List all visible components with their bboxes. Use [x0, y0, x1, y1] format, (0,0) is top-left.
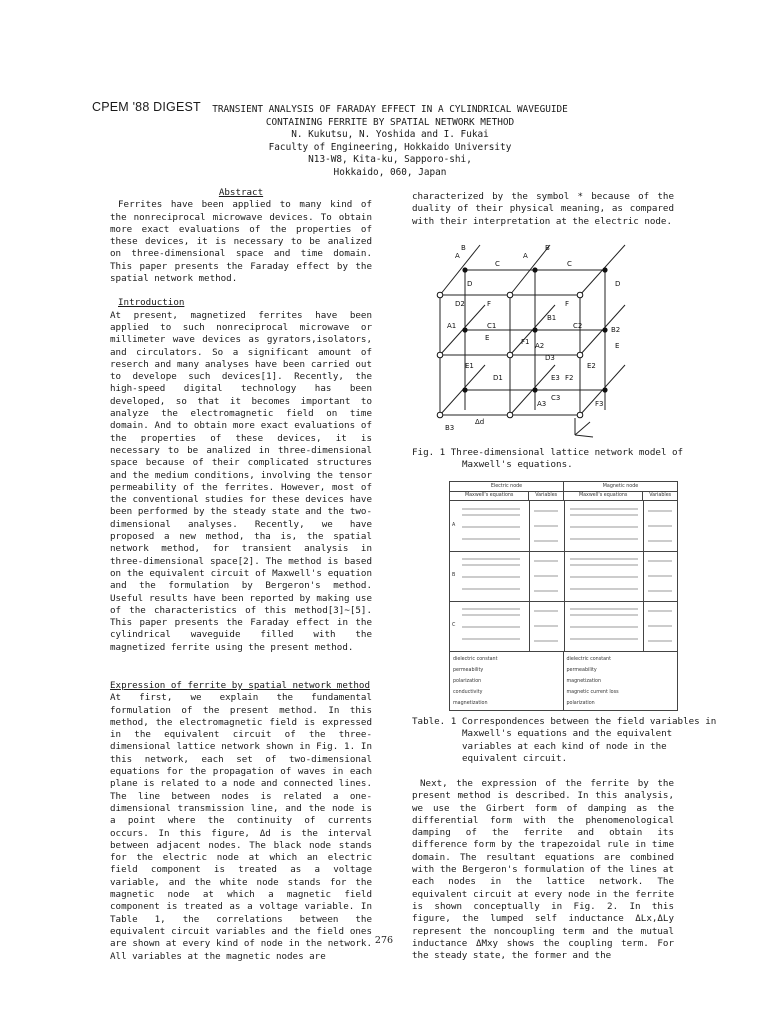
fig1-label-B1: B1	[547, 314, 557, 322]
table1-col-maxwell-e: Maxwell's equations	[450, 492, 529, 500]
introduction-text: At present, magnetized ferrites have been applied to such nonreciprocal microwave or millimeter wave devices as gyrators,isolators, and circulators. So a significant amount of reserch and many analyses have been carried out to develope such devices[1]. Recently, the high-speed digital technology has been developed, so that it becomes important to analyze the electromagnetic field on time domain. And to obtain more exact evaluations of the properties of these devices, it is necessary to be analized in three-dimensional space because of their complicated structures and the medium conditions, involving the tensor permeability of the ferrites. However, most of the conventional studies for these devices have been performed by the steady state and the two-dimensional analyses. Recently, we have proposed a new method, tha is, the spatial network method, for transient analysis in three-dimensional space[2]. The method is based on the equivalent circuit of Maxwell's equation and the formulation by Bergeron's method. Useful results have been reported by making use of the characteristics of this method[3]~[5]. This paper presents the Faraday effect in the cylindrical waveguide filled with the magnetized ferrite using the present method.	[110, 309, 372, 653]
fig1-label-F: F	[487, 300, 492, 308]
fig1-label-E2: E2	[587, 362, 596, 370]
fig1-caption-text: Three-dimensional lattice network model of Maxwell's equations.	[450, 447, 684, 471]
affiliation-2: N13-W8, Kita-ku, Sapporo-shi,	[308, 154, 472, 166]
table1-electric-node-header: Electric node	[450, 482, 564, 491]
affiliation-1: Faculty of Engineering, Hokkaido University	[268, 141, 512, 153]
table1-magnetic-node-header: Magnetic node	[602, 484, 639, 489]
table1-caption-text: Correspondences between the field variables in Maxwell's equations and the equivalent variables at each kind of node in the equivalent circuit.	[461, 716, 717, 764]
table1-col-variables-e: Variables	[529, 492, 564, 500]
fig1-label-B3: B3	[445, 424, 455, 432]
footer-right-1: dielectric constant	[566, 657, 611, 662]
footer-left-2: permeability	[453, 668, 484, 673]
title-line-2: CONTAINING FERRITE BY SPATIAL NETWORK METHOD	[265, 116, 515, 128]
fig1-label-D3: D3	[545, 354, 555, 362]
fig1-label-C-2: C	[567, 260, 572, 268]
fig1-label-F-2: F	[565, 300, 570, 308]
table1-row-B: B	[452, 573, 456, 578]
fig1-label-A2: A2	[535, 342, 545, 350]
fig1-label-E: E	[485, 334, 490, 342]
table1-equations-glyphs	[450, 501, 677, 651]
table1-col-variables-m: Variables	[649, 493, 672, 498]
footer-left-3: polarization	[453, 679, 482, 684]
fig1-label-C: C	[495, 260, 500, 268]
fig1-label-E3: E3	[551, 374, 560, 382]
abstract-heading: Abstract	[218, 187, 264, 198]
fig1-delta-label: Δd	[475, 418, 485, 426]
fig1-label-F3: F3	[595, 400, 604, 408]
fig1-label-A-2: A	[523, 252, 528, 260]
introduction-heading: Introduction	[118, 297, 185, 309]
fig1-label-B-2: B	[545, 244, 550, 252]
table1-body	[450, 501, 677, 652]
footer-right-5: polarization	[566, 701, 595, 706]
footer-right-3: magnetization	[566, 679, 602, 684]
page-number: 276	[374, 935, 394, 946]
paper-header	[200, 104, 580, 180]
fig1-label-C2: C2	[573, 322, 583, 330]
table1-footer-right	[564, 652, 678, 710]
title-line-1: TRANSIENT ANALYSIS OF FARADAY EFFECT IN A CYLINDRICAL WAVEGUIDE	[212, 104, 568, 115]
expression-heading: Expression of ferrite by spatial network method	[110, 679, 370, 691]
digest-label: CPEM '88 DIGEST	[92, 100, 201, 114]
table1-col-maxwell-m: Maxwell's equations	[564, 492, 643, 500]
fig1-label-D-2: D	[615, 280, 621, 288]
fig1-label-E1: E1	[465, 362, 474, 370]
right-next-text: Next, the expression of the ferrite by the present method is described. In this analysis, we use the Girbert form of damping as the differential form with the phenomenological damping of the ferrite and obtain its difference form by the trapezoidal rule in time domain. The resultant equations are combined with the Bergeron's formulation of the lines at each nodes in the lattice network. The equivalent circuit at every node in the ferrite is shown conceptually in Fig. 2. In this figure, the lumped self inductance ΔLx,ΔLy represent the noncoupling term and the mutual inductance ΔMxy shows the coupling term. For the steady state, the former and the	[412, 778, 674, 962]
footer-right-2: permeability	[566, 668, 597, 673]
fig1-label-D1: D1	[493, 374, 503, 382]
footer-left-5: magnetization	[453, 701, 488, 706]
table1-caption	[412, 716, 724, 765]
fig1-label-F1: F1	[521, 338, 530, 346]
abstract-text: Ferrites have been applied to many kind of the nonreciprocal microwave devices. To obtain more exact evaluations of the properties of these devices, it is necessary to be analized on three-dimensional space and time domain. This paper presents the Faraday effect by the spatial network method.	[110, 199, 372, 285]
authors: N. Kukutsu, N. Yoshida and I. Fukai	[291, 129, 489, 141]
table1-footer-left	[450, 652, 564, 710]
fig1-lattice-diagram	[425, 240, 650, 440]
affiliation-3: Hokkaido, 060, Japan	[333, 166, 447, 178]
table1-caption-label: Table. 1	[412, 716, 457, 727]
left-column	[110, 187, 372, 963]
fig1-label-A: A	[455, 252, 460, 260]
fig1-label-E-2: E	[615, 342, 620, 350]
footer-left-1: dielectric constant	[453, 657, 498, 662]
fig1-label-F2: F2	[565, 374, 574, 382]
expression-text: At first, we explain the fundamental formulation of the present method. In this method, the electromagnetic field is expressed in the equivalent circuit of the three-dimensional lattice network shown in Fig. 1. In this network, each set of two-dimensional equations for the propagation of waves in each plane is related to a node and connected lines. The line between nodes is related a one-dimensional transmission line, and the node is a point where the continuity of currents occurs. In this figure, Δd is the interval between adjacent nodes. The black node stands for the electric node at which an electric field component is treated as a voltage variable, and the white node stands for the magnetic node at which a magnetic field component is treated as a voltage variable. In Table 1, the correlations between the equivalent circuit variables and the field ones are shown at every kind of node in the network. All variables at the magnetic nodes are	[110, 692, 372, 962]
fig1-caption-label: Fig. 1	[412, 447, 446, 458]
table1	[449, 481, 678, 711]
fig1-label-C1: C1	[487, 322, 497, 330]
fig1-label-B: B	[461, 244, 466, 252]
fig1-label-C3: C3	[551, 394, 561, 402]
footer-right-4: magnetic current loss	[566, 690, 619, 695]
fig1-label-D2: D2	[455, 300, 465, 308]
fig1-label-D: D	[467, 280, 473, 288]
fig1-label-A1: A1	[447, 322, 457, 330]
right-intro-text: characterized by the symbol * because of the duality of their physical meaning, as compared with their interpretation at the electric node.	[412, 191, 674, 227]
table1-row-A: A	[452, 523, 456, 528]
fig1-caption	[412, 447, 724, 472]
footer-left-4: conductivity	[453, 690, 483, 695]
right-column-intro	[412, 191, 674, 228]
fig1-label-B2: B2	[611, 326, 621, 334]
table1-row-C: C	[452, 623, 456, 628]
fig1-label-A3: A3	[537, 400, 547, 408]
